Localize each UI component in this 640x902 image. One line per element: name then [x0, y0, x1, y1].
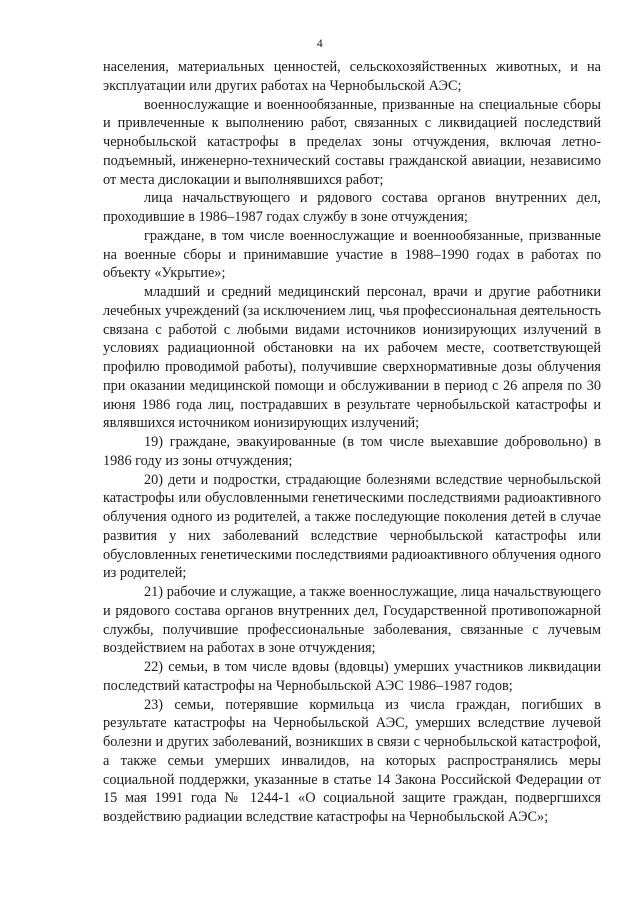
paragraph-ukrytie-participants: граждане, в том числе военнослужащие и военнообязанные, призванные на военные сборы и принимавшие участие в 1988–1990 годах в работах по объекту «Укрытие»; — [103, 227, 601, 282]
paragraph-internal-affairs: лица начальствующего и рядового состава органов внутренних дел, проходившие в 1986–1987 годах службу в зоне отчуждения; — [103, 190, 601, 225]
paragraph-item-20: 20) дети и подростки, страдающие болезнями вследствие чернобыльской катастрофы или обусловленными генетическими последствиями радиоактивного облучения одного из родителей, а также последующие поколения детей в случае развития у них заболеваний вследствие чернобыльской катастрофы или обусловленных генетическими последствиями радиоактивного облучения одного из родителей; — [103, 471, 601, 582]
document-body — [103, 58, 601, 827]
paragraph-item-21: 21) рабочие и служащие, а также военнослужащие, лица начальствующего и рядового состава органов внутренних дел, Государственной противопожарной службы, получившие профессиональные заболевания, связанные с лучевым воздействием на работах в зоне отчуждения; — [103, 584, 601, 657]
paragraph-continuation: населения, материальных ценностей, сельскохозяйственных животных, и на эксплуатации или других работах на Чернобыльской АЭС; — [103, 59, 601, 94]
paragraph-military-personnel: военнослужащие и военнообязанные, призванные на специальные сборы и привлеченные к выполнению работ, связанных с ликвидацией последствий чернобыльской катастрофы в пределах зоны отчуждения, включая летно-подъемный, инженерно-технический составы гражданской авиации, независимо от места дислокации и выполнявшихся работ; — [103, 96, 601, 188]
page-number: 4 — [316, 36, 324, 50]
paragraph-item-19: 19) граждане, эвакуированные (в том числе выехавшие добровольно) в 1986 году из зоны отчуждения; — [103, 434, 601, 469]
paragraph-medical-personnel: младший и средний медицинский персонал, врачи и другие работники лечебных учреждений (за исключением лиц, чья профессиональная деятельность связана с работой с любыми видами источников ионизирующих излучений в условиях радиационной обстановки на их рабочем месте, соответствующей профилю проводимой работы), получившие сверхнормативные дозы облучения при оказании медицинской помощи и обслуживании в период с 26 апреля по 30 июня 1986 года лиц, пострадавших в результате чернобыльской катастрофы и являвшихся источником ионизирующих излучений; — [103, 284, 601, 432]
paragraph-item-22: 22) семьи, в том числе вдовы (вдовцы) умерших участников ликвидации последствий катастрофы на Чернобыльской АЭС 1986–1987 годов; — [103, 659, 601, 694]
paragraph-item-23: 23) семьи, потерявшие кормильца из числа граждан, погибших в результате катастрофы на Чернобыльской АЭС, умерших вследствие лучевой болезни и других заболеваний, возникших в связи с чернобыльской катастрофой, а также семьи умерших инвалидов, на которых распространялись меры социальной поддержки, указанные в статье 14 Закона Российской Федерации от 15 мая 1991 года № 1244-1 «О социальной защите граждан, подвергшихся воздействию радиации вследствие катастрофы на Чернобыльской АЭС»; — [103, 696, 601, 825]
